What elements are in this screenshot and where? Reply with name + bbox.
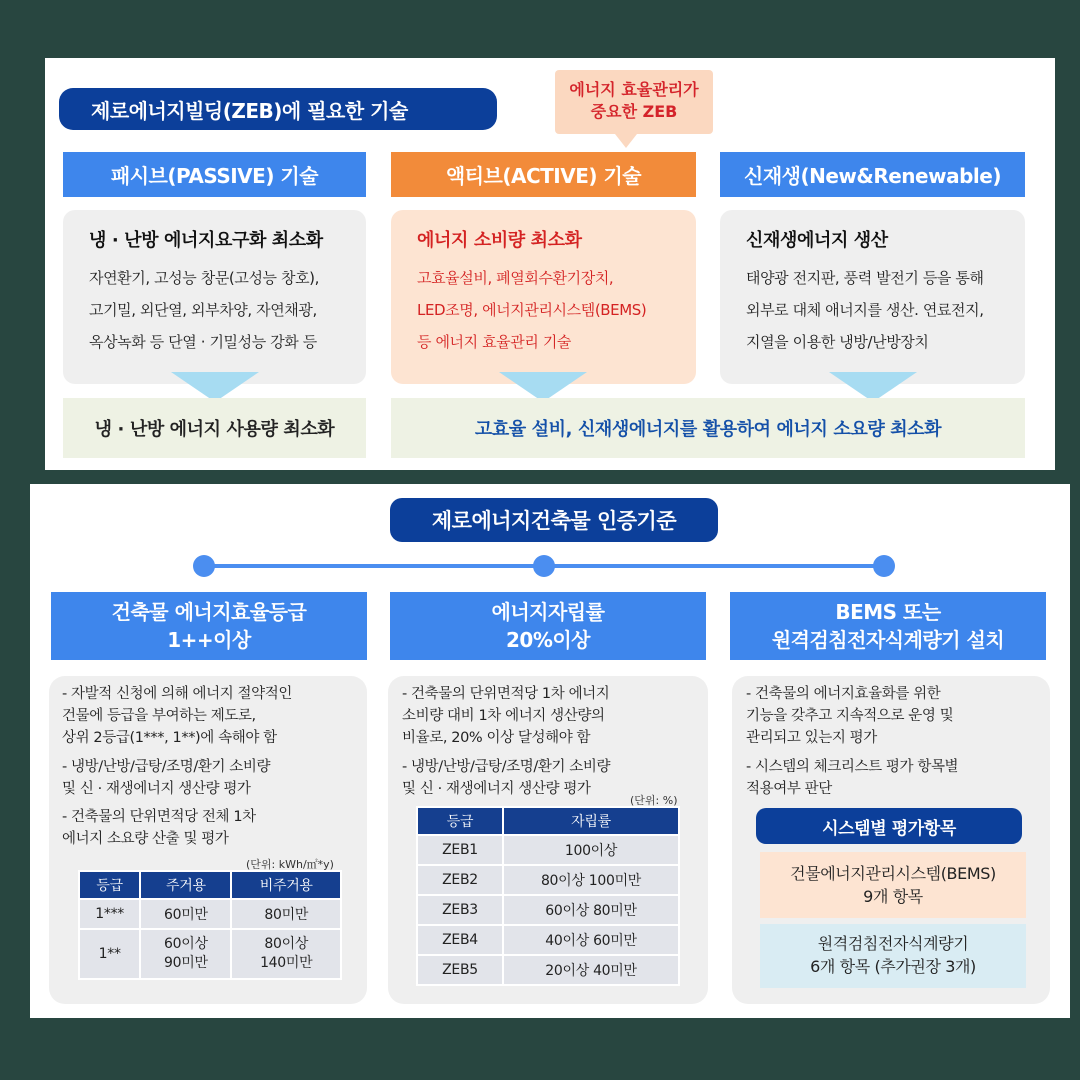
efficiency-grade-header-line: 1++이상 [167, 628, 251, 652]
zeb-tech-title: 제로에너지빌딩(ZEB)에 필요한 기술 [59, 88, 497, 130]
table-row [417, 955, 679, 985]
criteria-line: - 시스템의 체크리스트 평가 항목별 [746, 759, 959, 775]
table-header-cell: 비주거용 [231, 871, 341, 899]
criteria-line: - 건축물의 단위면적당 1차 에너지 [402, 686, 610, 702]
table-row [417, 835, 679, 865]
table-cell: 20이상 40미만 [503, 955, 679, 985]
passive-card-line: 고기밀, 외단열, 외부차양, 자연채광, [89, 301, 317, 319]
renewable-card-line: 외부로 대체 애너지를 생산. 연료전지, [746, 301, 984, 319]
active-card-title: 에너지 소비량 최소화 [417, 230, 582, 251]
renewable-header: 신재생(New&Renewable) [720, 152, 1025, 197]
criteria-line: 상위 2등급(1***, 1**)에 속해야 함 [62, 730, 277, 746]
renewable-card-line: 태양광 전지판, 풍력 발전기 등을 통해 [746, 269, 984, 287]
self-sufficiency-header-line: 20%이상 [505, 628, 590, 652]
table-header-cell: 자립률 [503, 807, 679, 835]
criteria-line: 기능을 갖추고 지속적으로 운영 및 [746, 708, 954, 724]
table-cell: ZEB5 [417, 955, 503, 985]
bems-header-line: 원격검침전자식계량기 설치 [771, 628, 1005, 652]
criteria-line: - 냉방/난방/급탕/조명/환기 소비량 [62, 759, 271, 775]
bems-item-count: 9개 항목 [863, 887, 923, 906]
table-cell: ZEB3 [417, 895, 503, 925]
table-header-row [79, 871, 341, 899]
table-cell: 80이상 100미만 [503, 865, 679, 895]
callout-line-2: 중요한 ZEB [590, 102, 678, 121]
meter-item-count: 6개 항목 (추가권장 3개) [810, 957, 976, 976]
table-row [417, 895, 679, 925]
bems-item-box [760, 852, 1026, 918]
renewable-card-line: 지열을 이용한 냉방/난방장치 [746, 333, 929, 351]
table-cell: 100이상 [503, 835, 679, 865]
passive-header: 패시브(PASSIVE) 기술 [63, 152, 366, 197]
unit-label: (단위: %) [630, 794, 678, 807]
table-cell: 1*** [79, 899, 140, 929]
passive-result: 냉 · 난방 에너지 사용량 최소화 [63, 398, 366, 458]
efficiency-grade-header-line: 건축물 에너지효율등급 [111, 600, 307, 624]
active-renewable-result: 고효율 설비, 신재생에너지를 활용하여 에너지 소요량 최소화 [391, 398, 1025, 458]
criteria-line: 관리되고 있는지 평가 [746, 730, 877, 746]
criteria-line: 및 신 · 재생에너지 생산량 평가 [402, 781, 591, 797]
active-card-line: 등 에너지 효율관리 기술 [417, 333, 572, 351]
renewable-card [720, 210, 1025, 384]
callout-line-1: 에너지 효율관리가 [569, 80, 699, 99]
bems-header-line: BEMS 또는 [835, 600, 941, 624]
table-cell: 60미만 [140, 899, 231, 929]
passive-card-line: 옥상녹화 등 단열 · 기밀성능 강화 등 [89, 333, 317, 351]
table-header-row [417, 807, 679, 835]
unit-label: (단위: kWh/㎡*y) [246, 858, 334, 871]
table-row [79, 899, 341, 929]
self-sufficiency-header [390, 592, 706, 660]
table-cell: 40이상 60미만 [503, 925, 679, 955]
self-sufficiency-table [416, 806, 680, 986]
table-cell: ZEB4 [417, 925, 503, 955]
meter-item-name: 원격검침전자식계량기 [817, 934, 969, 953]
table-cell: 60이상 80미만 [503, 895, 679, 925]
timeline-dot [193, 555, 215, 577]
criteria-line: - 건축물의 단위면적당 전체 1차 [62, 809, 256, 825]
passive-card-title: 냉 · 난방 에너지요구화 최소화 [89, 230, 323, 251]
criteria-line: - 냉방/난방/급탕/조명/환기 소비량 [402, 759, 611, 775]
callout-bubble [555, 70, 713, 134]
timeline-dot [873, 555, 895, 577]
zeb-technology-panel [45, 58, 1055, 470]
self-sufficiency-header-line: 에너지자립률 [491, 600, 605, 624]
criteria-line: 소비량 대비 1차 에너지 생산량의 [402, 708, 605, 724]
certification-title: 제로에너지건축물 인증기준 [390, 498, 718, 542]
active-card-line: LED조명, 에너지관리시스템(BEMS) [417, 301, 647, 319]
passive-card [63, 210, 366, 384]
table-cell: ZEB1 [417, 835, 503, 865]
active-header: 액티브(ACTIVE) 기술 [391, 152, 696, 197]
criteria-line: 비율로, 20% 이상 달성해야 함 [402, 730, 591, 746]
criteria-line: 건물에 등급을 부여하는 제도로, [62, 708, 256, 724]
criteria-line: 및 신 · 재생에너지 생산량 평가 [62, 781, 251, 797]
zeb-certification-panel [30, 484, 1070, 1018]
efficiency-grade-header [51, 592, 367, 660]
table-header-cell: 등급 [79, 871, 140, 899]
passive-card-line: 자연환기, 고성능 창문(고성능 창호), [89, 269, 320, 287]
table-header-cell: 주거용 [140, 871, 231, 899]
timeline-dot [533, 555, 555, 577]
criteria-line: - 건축물의 에너지효율화를 위한 [746, 686, 941, 702]
criteria-line: - 자발적 신청에 의해 에너지 절약적인 [62, 686, 292, 702]
bems-header [730, 592, 1046, 660]
table-row [417, 865, 679, 895]
criteria-line: 에너지 소요량 산출 및 평가 [62, 831, 229, 847]
callout-tail [615, 134, 637, 148]
renewable-card-title: 신재생에너지 생산 [746, 230, 888, 251]
table-row [417, 925, 679, 955]
active-card [391, 210, 696, 384]
table-cell: 60이상 90미만 [140, 929, 231, 979]
table-header-cell: 등급 [417, 807, 503, 835]
efficiency-grade-table [78, 870, 342, 980]
system-evaluation-title: 시스템별 평가항목 [756, 808, 1022, 844]
table-cell: ZEB2 [417, 865, 503, 895]
table-cell: 1** [79, 929, 140, 979]
criteria-line: 적용여부 판단 [746, 781, 832, 797]
meter-item-box [760, 924, 1026, 988]
table-row [79, 929, 341, 979]
table-cell: 80미만 [231, 899, 341, 929]
active-card-line: 고효율설비, 폐열회수환기장치, [417, 269, 614, 287]
bems-item-name: 건물에너지관리시스템(BEMS) [790, 864, 996, 883]
table-cell: 80이상 140미만 [231, 929, 341, 979]
